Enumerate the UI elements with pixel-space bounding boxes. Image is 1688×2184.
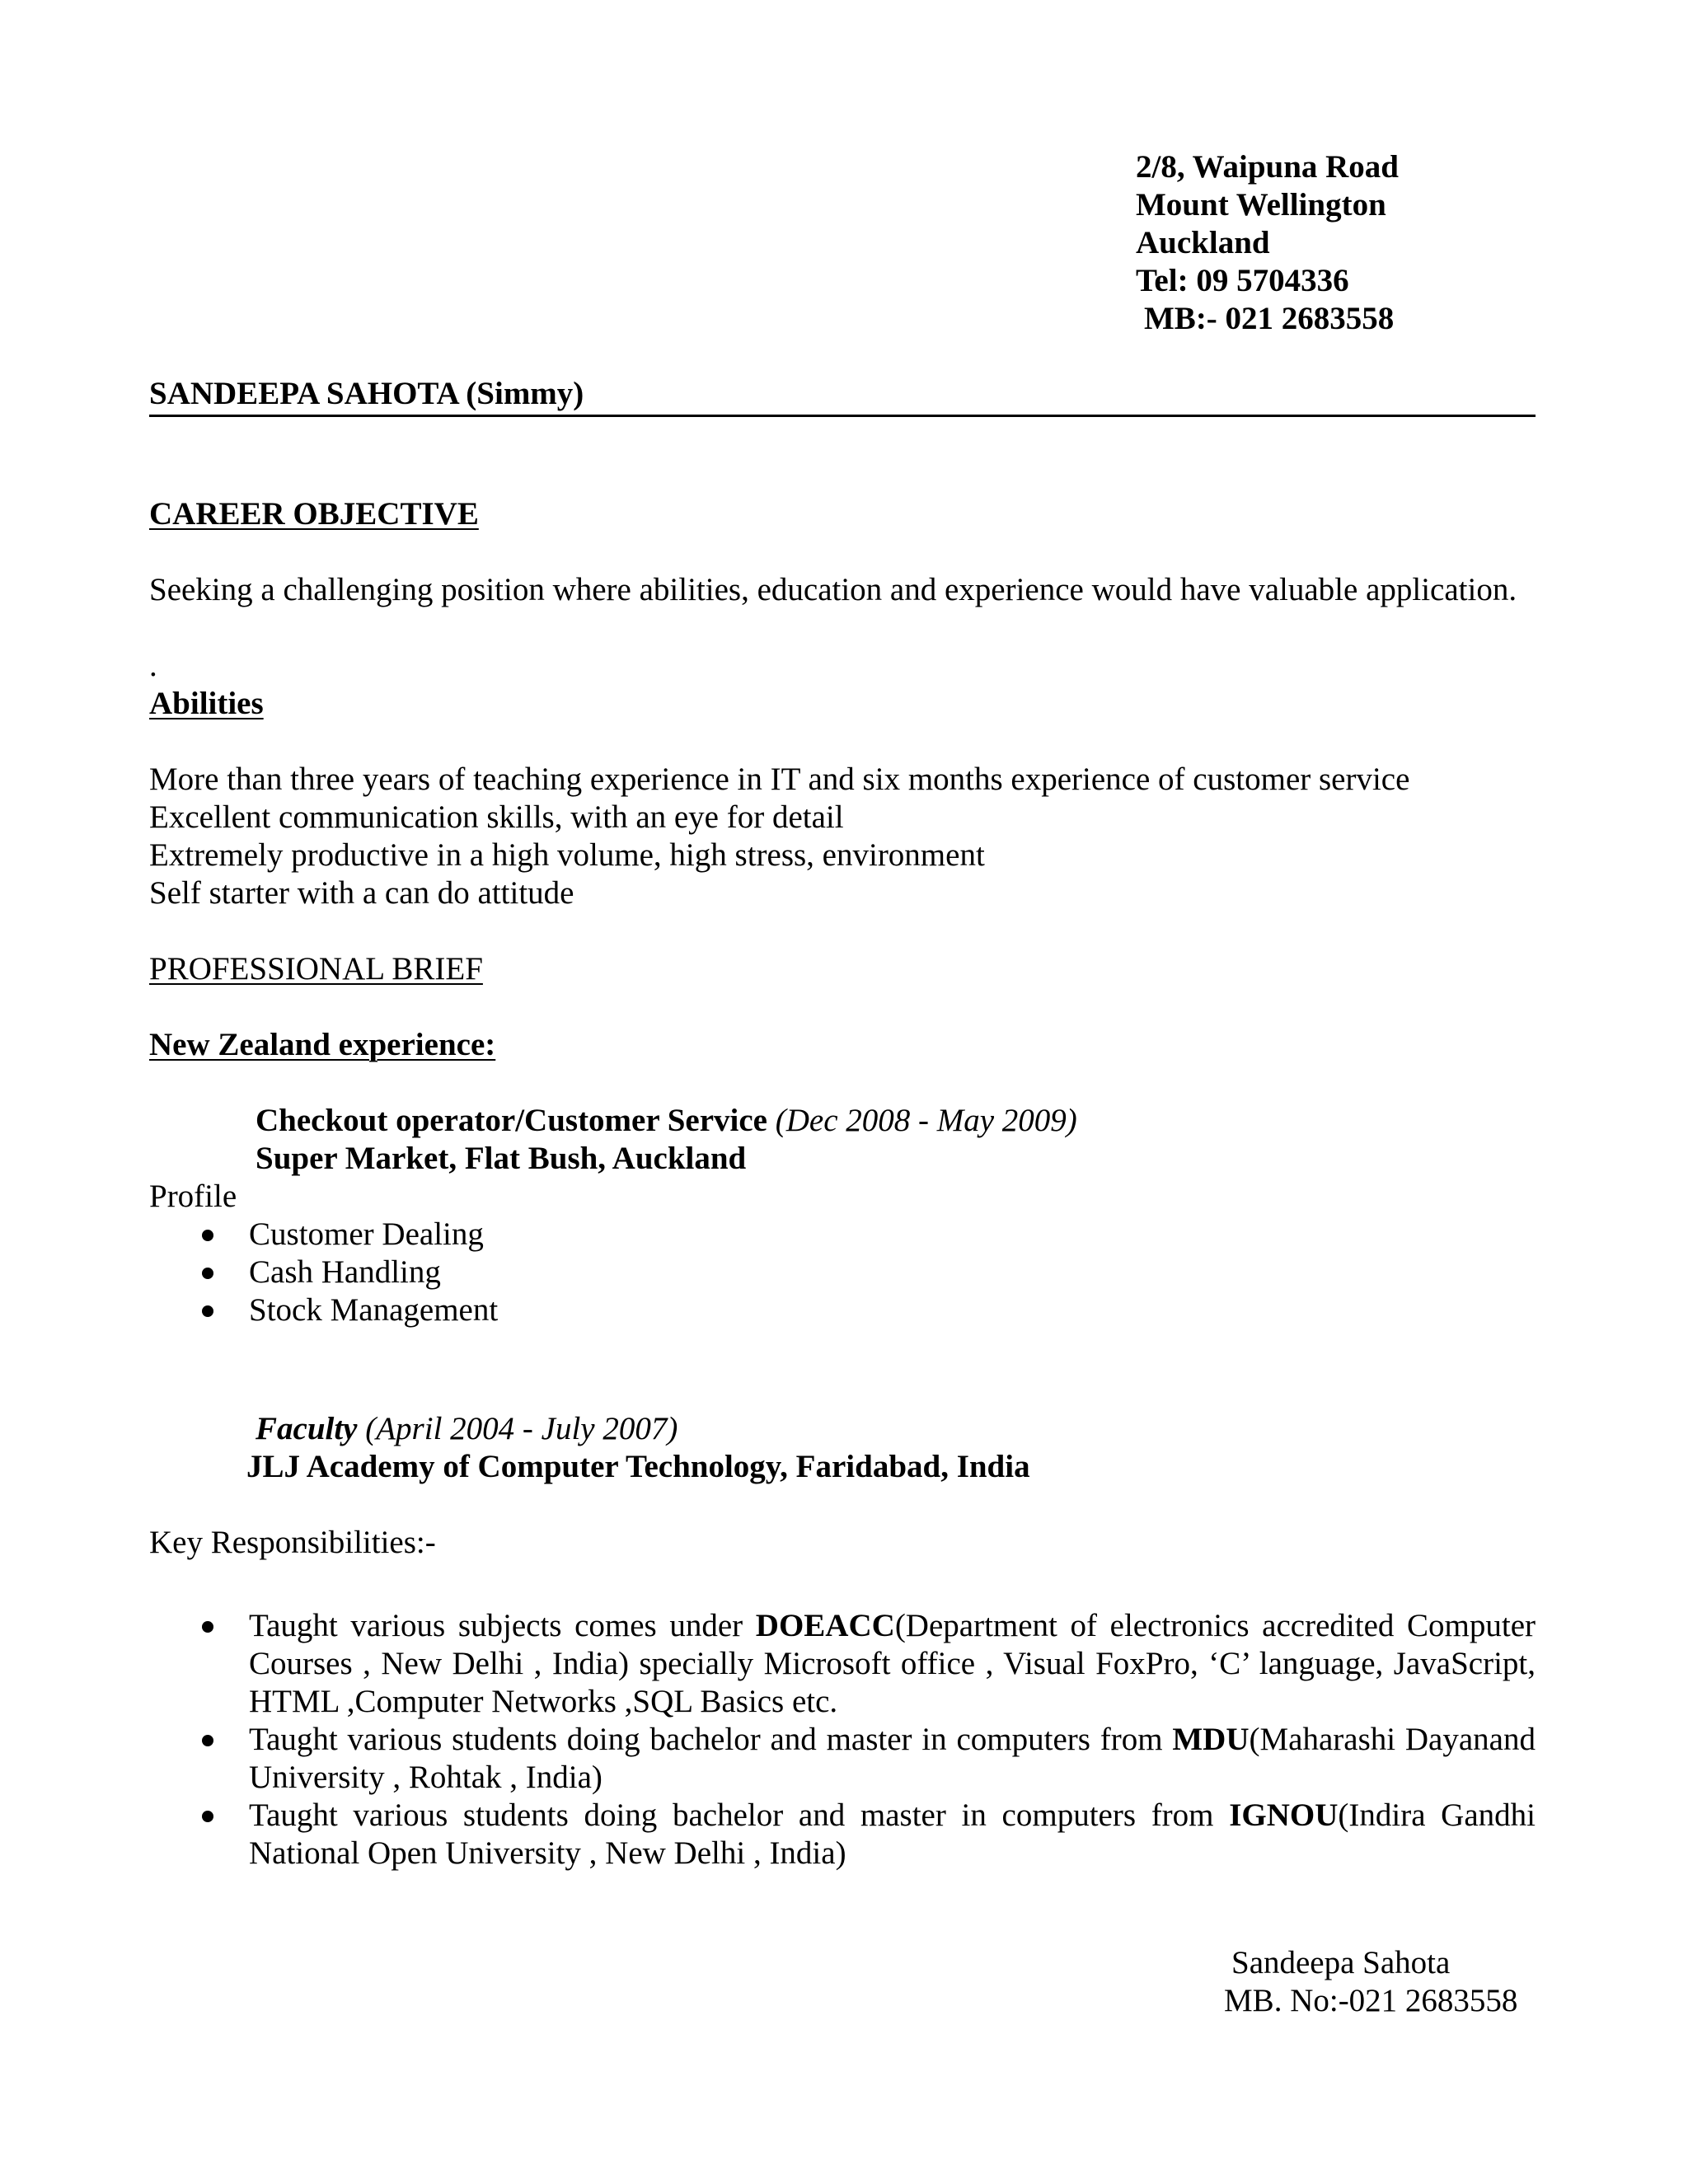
address-tel: Tel: 09 5704336 [1136, 263, 1349, 298]
list-item: Cash Handling [149, 1254, 498, 1291]
abilities-heading: Abilities [149, 686, 264, 721]
job1-title: Checkout operator/Customer Service [256, 1103, 767, 1138]
resp-text: (Maharashi Dayanand University , Rohtak , India) [249, 1722, 1536, 1795]
address-line-2: Mount Wellington [1136, 187, 1386, 223]
job2-heading [256, 1410, 678, 1448]
resp-text: Taught various students doing bachelor and master in computers from [249, 1797, 1230, 1833]
career-objective-dot: . [149, 648, 157, 683]
signature-name: Sandeepa Sahota [1231, 1945, 1451, 1980]
resp-text: (Indira Gandhi National Open University , New Delhi , India) [249, 1797, 1536, 1871]
resp-text: (Department of electronics accredited Computer Courses , New Delhi , India) specially Microsoft office , Visual FoxPro, ‘C’ language, JavaScript, HTML ,Computer Networks ,SQL Basics etc. [249, 1608, 1536, 1719]
resp-bold: DOEACC [755, 1608, 895, 1643]
job1-profile-list [149, 1216, 498, 1329]
address-line-1: 2/8, Waipuna Road [1136, 149, 1399, 185]
signature-mobile: MB. No:-021 2683558 [1224, 1983, 1518, 2018]
name-rule [149, 415, 1536, 417]
abilities-list [149, 761, 1409, 912]
list-item: Customer Dealing [149, 1216, 498, 1254]
job2-employer: JLJ Academy of Computer Technology, Faridabad, India [246, 1449, 1030, 1484]
ability-item: Extremely productive in a high volume, high stress, environment [149, 837, 985, 873]
list-item [149, 1607, 1536, 1721]
resp-bold: MDU [1172, 1722, 1250, 1757]
address-block [1136, 148, 1399, 338]
address-mobile: MB:- 021 2683558 [1144, 301, 1395, 336]
job2-responsibilities-label: Key Responsibilities:- [149, 1525, 436, 1560]
ability-item: Excellent communication skills, with an eye for detail [149, 799, 844, 835]
job1-heading [256, 1102, 1077, 1140]
list-item [149, 1797, 1536, 1872]
list-item: Stock Management [149, 1291, 498, 1329]
resp-text: Taught various subjects comes under [249, 1608, 756, 1643]
resp-bold: IGNOU [1229, 1797, 1339, 1833]
list-item [149, 1721, 1536, 1797]
professional-brief-heading: PROFESSIONAL BRIEF [149, 951, 483, 987]
career-objective-heading: CAREER OBJECTIVE [149, 496, 479, 532]
job1-profile-label: Profile [149, 1179, 237, 1214]
nz-experience-heading: New Zealand experience: [149, 1027, 496, 1062]
job2-dates: (April 2004 - July 2007) [365, 1411, 678, 1446]
ability-item: Self starter with a can do attitude [149, 875, 574, 911]
applicant-name: SANDEEPA SAHOTA (Simmy) [149, 376, 584, 411]
job2-title: Faculty [256, 1411, 358, 1446]
responsibilities-list [149, 1607, 1536, 1872]
address-line-3: Auckland [1136, 225, 1270, 260]
career-objective-text: Seeking a challenging position where abilities, education and experience would have valuable application. [149, 572, 1517, 607]
resp-text: Taught various students doing bachelor and master in computers from [249, 1722, 1173, 1757]
job1-employer: Super Market, Flat Bush, Auckland [256, 1141, 747, 1176]
ability-item: More than three years of teaching experience in IT and six months experience of customer service [149, 762, 1410, 797]
job1-dates: (Dec 2008 - May 2009) [775, 1103, 1077, 1138]
